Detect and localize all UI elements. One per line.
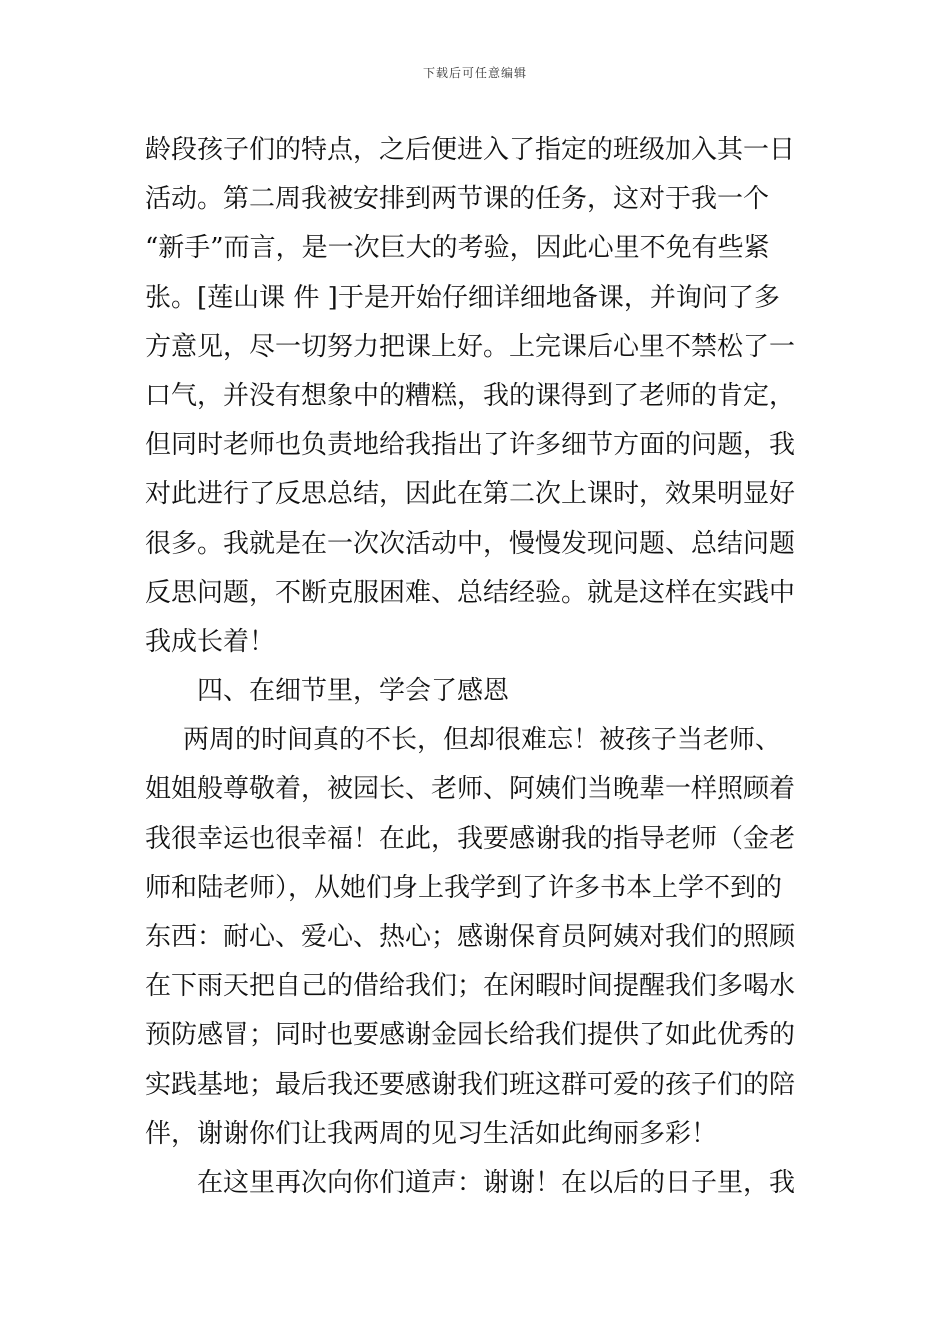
text-line: 在下雨天把自己的借给我们；在闲暇时间提醒我们多喝水 — [145, 971, 796, 1002]
text-line: 我成长着！ — [145, 626, 276, 657]
text-line: 实践基地；最后我还要感谢我们班这群可爱的孩子们的陪 — [145, 1069, 796, 1100]
text-line: 活动。第二周我被安排到两节课的任务，这对于我一个 — [145, 184, 770, 215]
text-line: “新手”而言，是一次巨大的考验，因此心里不免有些紧 — [145, 233, 770, 264]
text-line: 但同时老师也负责地给我指出了许多细节方面的问题，我 — [145, 430, 796, 461]
text-line: 伴，谢谢你们让我两周的见习生活如此绚丽多彩！ — [145, 1118, 718, 1149]
text-line: 师和陆老师），从她们身上我学到了许多书本上学不到的 — [145, 872, 783, 903]
text-line: 很多。我就是在一次次活动中，慢慢发现问题、总结问题 — [145, 528, 796, 559]
page-header: 下载后可任意编辑 — [422, 66, 527, 80]
section-heading: 四、在细节里，学会了感恩 — [197, 676, 510, 707]
text-line: 龄段孩子们的特点，之后便进入了指定的班级加入其一日 — [145, 135, 796, 165]
text-line: 预防感冒；同时也要感谢金园长给我们提供了如此优秀的 — [145, 1020, 796, 1051]
document-body — [145, 126, 810, 1208]
text-line: 东西：耐心、爱心、热心；感谢保育员阿姨对我们的照顾 — [145, 922, 796, 952]
text-line: 我很幸运也很幸福！在此，我要感谢我的指导老师（金老 — [145, 823, 796, 854]
text-line: 张。[莲山课 件 ]于是开始仔细详细地备课，并询问了多 — [145, 282, 780, 313]
text-line: 在这里再次向你们道声：谢谢！在以后的日子里，我 — [197, 1167, 796, 1198]
text-line: 姐姐般尊敬着，被园长、老师、阿姨们当晚辈一样照顾着 — [145, 774, 796, 805]
text-line: 反思问题，不断克服困难、总结经验。就是这样在实践中 — [145, 577, 796, 608]
text-line: 方意见，尽一切努力把课上好。上完课后心里不禁松了一 — [145, 331, 796, 362]
text-line: 口气，并没有想象中的糟糕，我的课得到了老师的肯定， — [145, 380, 796, 411]
text-line: 两周的时间真的不长，但却很难忘！被孩子当老师、 — [183, 725, 782, 756]
text-line: 对此进行了反思总结，因此在第二次上课时，效果明显好 — [145, 479, 796, 510]
